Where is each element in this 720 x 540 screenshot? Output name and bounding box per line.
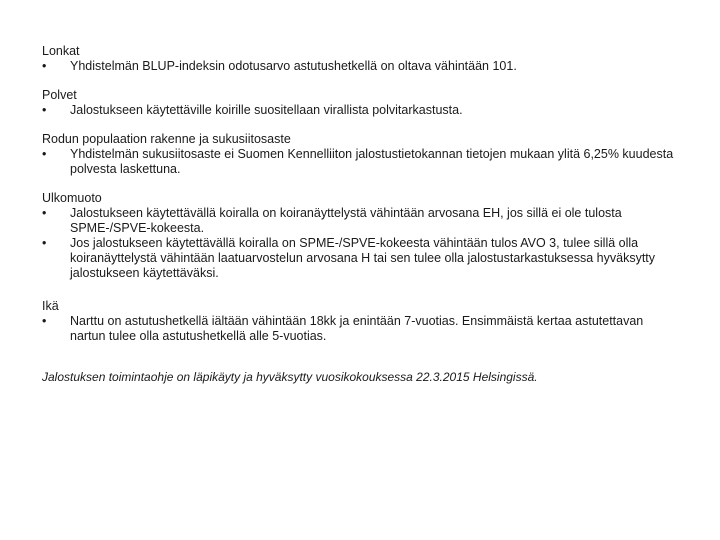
document-page: [42, 44, 682, 385]
bullet-icon: •: [42, 103, 47, 117]
bullet-icon: •: [42, 59, 47, 73]
section-population: [42, 132, 682, 177]
list-item-text: Jos jalostukseen käytettävällä koiralla on SPME-/SPVE-kokeesta vähintään tulos AVO 3, tulee sillä olla koiranäyttelystä vähintään laatuarvostelun arvosana H tai sen tulee olla jalostustarkastuksessa hyväksytty jalostukseen käytettäväksi.: [70, 236, 656, 280]
list-item: [42, 59, 682, 74]
section-polvet: [42, 88, 682, 118]
section-ika: [42, 299, 682, 344]
section-heading: Lonkat: [42, 44, 80, 58]
list-item: [42, 103, 682, 118]
bullet-icon: •: [42, 314, 47, 328]
list-item-text: Jalostukseen käytettävällä koiralla on koiranäyttelystä vähintään arvosana EH, jos sillä ei ole tulosta SPME-/SPVE-kokeesta.: [70, 206, 622, 235]
section-heading: Ikä: [42, 299, 59, 313]
section-heading: Polvet: [42, 88, 77, 102]
list-item: [42, 314, 682, 344]
section-heading: Rodun populaation rakenne ja sukusiitosaste: [42, 132, 291, 146]
list-item-text: Yhdistelmän BLUP-indeksin odotusarvo astutushetkellä on oltava vähintään 101.: [70, 59, 517, 73]
section-heading: Ulkomuoto: [42, 191, 102, 205]
list-item: [42, 236, 682, 281]
bullet-icon: •: [42, 147, 47, 161]
list-item: [42, 147, 682, 177]
bullet-icon: •: [42, 236, 47, 250]
list-item-text: Yhdistelmän sukusiitosaste ei Suomen Kennelliiton jalostustietokannan tietojen mukaan ylitä 6,25% kuudesta polvesta laskettuna.: [70, 147, 674, 176]
footer-note: Jalostuksen toimintaohje on läpikäyty ja hyväksytty vuosikokouksessa 22.3.2015 Helsingissä.: [42, 370, 538, 384]
section-lonkat: [42, 44, 682, 74]
list-item: [42, 206, 682, 236]
bullet-icon: •: [42, 206, 47, 220]
list-item-text: Jalostukseen käytettäville koirille suositellaan virallista polvitarkastusta.: [70, 103, 463, 117]
list-item-text: Narttu on astutushetkellä iältään vähintään 18kk ja enintään 7-vuotias. Ensimmäistä kertaa astutettavan nartun tulee olla astutushetkellä alle 5-vuotias.: [70, 314, 644, 343]
section-ulkomuoto: [42, 191, 682, 281]
